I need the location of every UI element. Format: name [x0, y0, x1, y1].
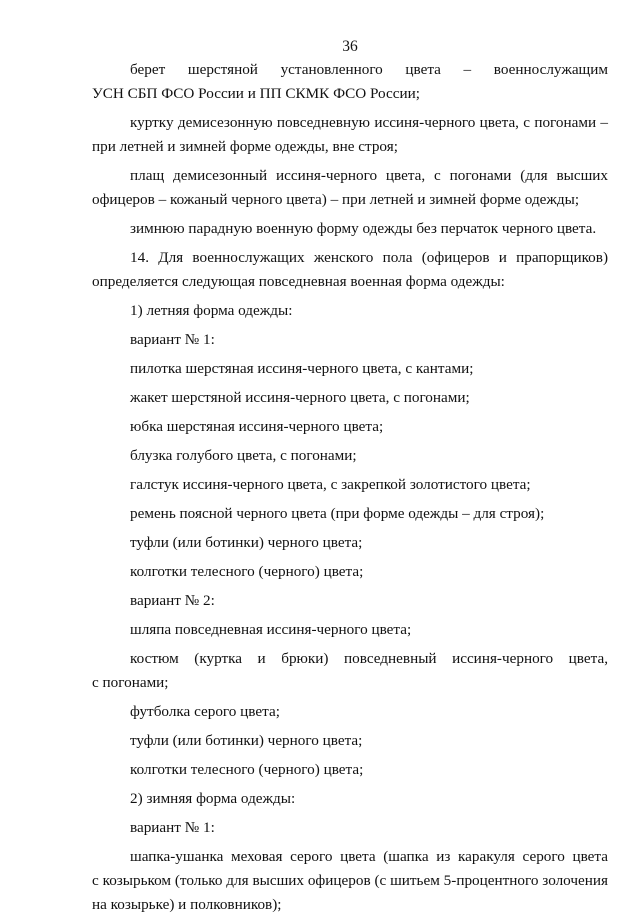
text-line: вариант № 1: [130, 819, 215, 836]
paragraph [92, 111, 608, 159]
paragraph [92, 816, 608, 840]
paragraph [92, 729, 608, 753]
document-body [92, 58, 608, 917]
text-line: офицеров – кожаный черного цвета) – при летней и зимней форме одежды; [92, 191, 580, 208]
text-line: УСН СБП ФСО России и ПП СКМК ФСО России; [92, 85, 420, 102]
paragraph [92, 502, 608, 526]
text-line: зимнюю парадную военную форму одежды без перчаток черного цвета. [130, 220, 597, 237]
text-line: 2) зимняя форма одежды: [130, 790, 296, 807]
paragraph [92, 164, 608, 212]
text-line: шапка-ушанка меховая серого цвета (шапка из каракуля серого цвета [130, 848, 608, 865]
paragraph [92, 444, 608, 468]
paragraph [92, 328, 608, 352]
text-line: колготки телесного (черного) цвета; [130, 563, 364, 580]
text-line: берет шерстяной установленного цвета – военнослужащим [130, 61, 608, 78]
paragraph [92, 560, 608, 584]
text-line: галстук иссиня-черного цвета, с закрепкой золотистого цвета; [130, 476, 531, 493]
text-line: юбка шерстяная иссиня-черного цвета; [130, 418, 384, 435]
text-line: ремень поясной черного цвета (при форме одежды – для строя); [130, 505, 545, 522]
paragraph [92, 758, 608, 782]
paragraph [92, 787, 608, 811]
paragraph [92, 473, 608, 497]
text-line: 14. Для военнослужащих женского пола (офицеров и прапорщиков) [130, 249, 608, 266]
paragraph [92, 217, 608, 241]
paragraph [92, 845, 608, 917]
page-number: 36 [342, 38, 358, 55]
text-line: колготки телесного (черного) цвета; [130, 761, 364, 778]
paragraph [92, 246, 608, 294]
text-line: плащ демисезонный иссиня-черного цвета, с погонами (для высших [130, 167, 608, 184]
paragraph [92, 58, 608, 106]
paragraph [92, 415, 608, 439]
text-line: туфли (или ботинки) черного цвета; [130, 732, 363, 749]
text-line: вариант № 2: [130, 592, 215, 609]
text-line: вариант № 1: [130, 331, 215, 348]
text-line: с козырьком (только для высших офицеров (с шитьем 5-процентного золочения [92, 872, 608, 889]
text-line: туфли (или ботинки) черного цвета; [130, 534, 363, 551]
paragraph [92, 531, 608, 555]
paragraph [92, 386, 608, 410]
paragraph [92, 700, 608, 724]
paragraph [92, 299, 608, 323]
text-line: 1) летняя форма одежды: [130, 302, 293, 319]
paragraph [92, 357, 608, 381]
paragraph [92, 647, 608, 695]
text-line: с погонами; [92, 674, 169, 691]
text-line: на козырьке) и полковников); [92, 896, 282, 913]
text-line: шляпа повседневная иссиня-черного цвета; [130, 621, 412, 638]
paragraph [92, 589, 608, 613]
text-line: при летней и зимней форме одежды, вне строя; [92, 138, 398, 155]
text-line: определяется следующая повседневная военная форма одежды: [92, 273, 505, 290]
text-line: пилотка шерстяная иссиня-черного цвета, с кантами; [130, 360, 474, 377]
text-line: блузка голубого цвета, с погонами; [130, 447, 357, 464]
text-line: футболка серого цвета; [130, 703, 280, 720]
paragraph [92, 618, 608, 642]
text-line: куртку демисезонную повседневную иссиня-черного цвета, с погонами – [130, 114, 608, 131]
text-line: жакет шерстяной иссиня-черного цвета, с погонами; [130, 389, 470, 406]
text-line: костюм (куртка и брюки) повседневный иссиня-черного цвета, [130, 650, 608, 667]
